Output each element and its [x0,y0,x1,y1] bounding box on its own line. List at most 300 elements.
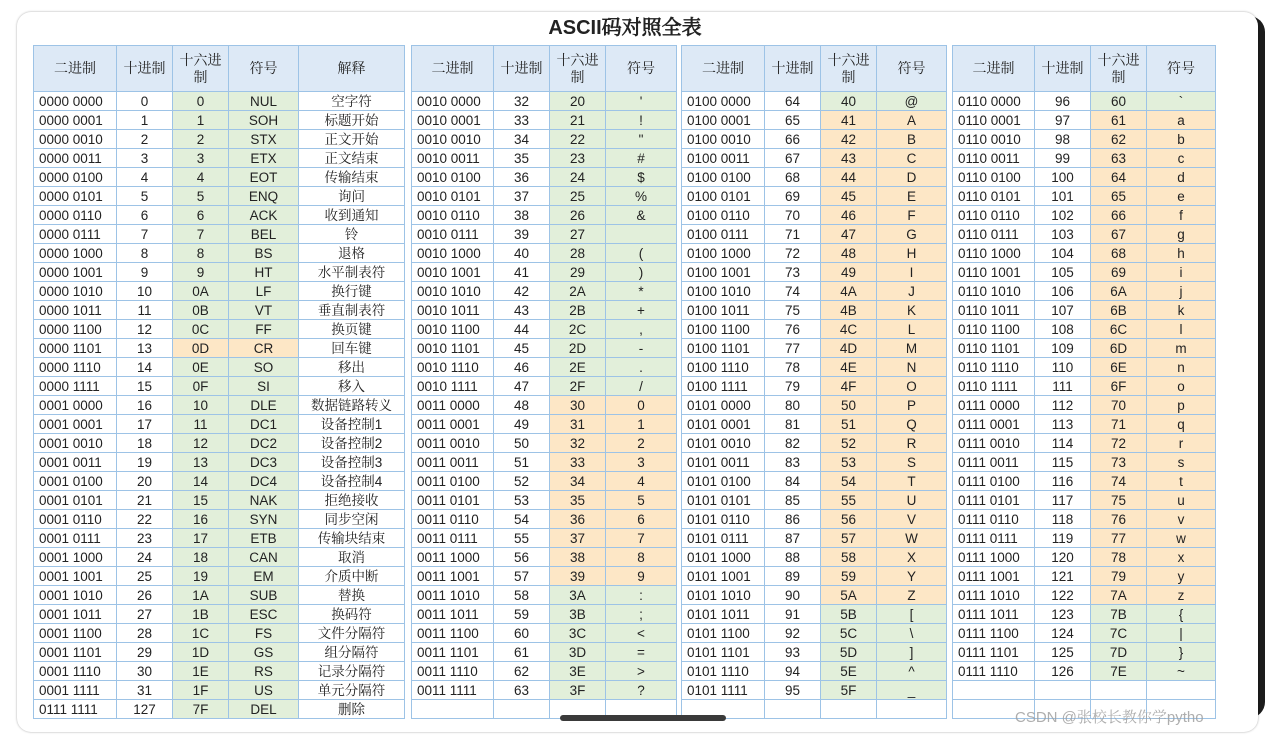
cell-hex: 67 [1091,225,1147,244]
table-row [953,282,1216,301]
cell-symbol: s [1147,453,1216,472]
cell-decimal: 68 [765,168,821,187]
cell-description: 退格 [299,244,405,263]
cell-symbol: 4 [606,472,677,491]
cell-decimal: 63 [494,681,550,700]
cell-symbol: | [1147,624,1216,643]
cell-description: 换页键 [299,320,405,339]
cell-decimal: 33 [494,111,550,130]
cell-hex: 5F [821,681,877,700]
cell-decimal: 67 [765,149,821,168]
cell-decimal: 76 [765,320,821,339]
cell-decimal: 1 [117,111,173,130]
cell-description: 回车键 [299,339,405,358]
cell-symbol: * [606,282,677,301]
cell-symbol: n [1147,358,1216,377]
cell-symbol [1147,681,1216,700]
cell-symbol: u [1147,491,1216,510]
cell-symbol: DLE [229,396,299,415]
cell-hex: 74 [1091,472,1147,491]
cell-symbol: W [877,529,947,548]
cell-symbol: : [606,586,677,605]
cell-binary: 0111 0000 [953,396,1035,415]
cell-symbol: EM [229,567,299,586]
table-row [953,396,1216,415]
cell-symbol [877,700,947,719]
cell-decimal: 83 [765,453,821,472]
cell-decimal: 123 [1035,605,1091,624]
cell-hex: 26 [550,206,606,225]
cell-binary: 0110 1011 [953,301,1035,320]
cell-decimal: 32 [494,92,550,111]
cell-binary: 0111 0110 [953,510,1035,529]
cell-symbol: RS [229,662,299,681]
horizontal-scrollbar-thumb[interactable] [560,715,726,721]
cell-symbol: NUL [229,92,299,111]
cell-hex: 7F [173,700,229,719]
cell-decimal: 45 [494,339,550,358]
cell-decimal: 91 [765,605,821,624]
column-header-decimal: 十进制 [494,46,550,92]
cell-decimal: 98 [1035,130,1091,149]
cell-hex: 1D [173,643,229,662]
cell-binary: 0100 1101 [682,339,765,358]
cell-description: 记录分隔符 [299,662,405,681]
cell-symbol [606,225,677,244]
cell-hex: 3D [550,643,606,662]
cell-hex: 2A [550,282,606,301]
table-row [34,415,405,434]
table-row [34,624,405,643]
cell-binary: 0010 1101 [412,339,494,358]
cell-symbol: x [1147,548,1216,567]
cell-hex: 7E [1091,662,1147,681]
table-row [953,187,1216,206]
table-row [953,301,1216,320]
cell-binary: 0100 1110 [682,358,765,377]
table-row [412,225,677,244]
cell-decimal: 65 [765,111,821,130]
cell-decimal: 81 [765,415,821,434]
cell-description: 换行键 [299,282,405,301]
cell-description: 数据链路转义 [299,396,405,415]
cell-description: 正文开始 [299,130,405,149]
cell-decimal: 54 [494,510,550,529]
cell-symbol: } [1147,643,1216,662]
cell-symbol: y [1147,567,1216,586]
cell-binary: 0010 0101 [412,187,494,206]
cell-decimal: 22 [117,510,173,529]
cell-symbol: DC4 [229,472,299,491]
cell-symbol: SUB [229,586,299,605]
cell-hex: 66 [1091,206,1147,225]
cell-decimal: 56 [494,548,550,567]
cell-binary: 0100 1100 [682,320,765,339]
cell-binary: 0110 1100 [953,320,1035,339]
cell-decimal: 3 [117,149,173,168]
cell-symbol: " [606,130,677,149]
cell-symbol: b [1147,130,1216,149]
table-row [682,624,947,643]
cell-symbol: ^ [877,662,947,681]
cell-decimal: 50 [494,434,550,453]
cell-binary: 0010 0001 [412,111,494,130]
cell-hex: 47 [821,225,877,244]
cell-decimal: 99 [1035,149,1091,168]
cell-hex: 78 [1091,548,1147,567]
cell-decimal: 13 [117,339,173,358]
cell-hex: 1 [173,111,229,130]
cell-binary: 0001 1010 [34,586,117,605]
header-row [953,46,1216,92]
table-row [682,320,947,339]
ascii-table-96-127 [952,45,1216,719]
cell-decimal: 119 [1035,529,1091,548]
cell-decimal: 120 [1035,548,1091,567]
table-row [34,700,405,719]
cell-symbol: . [606,358,677,377]
cell-hex: 73 [1091,453,1147,472]
table-row [34,491,405,510]
table-row [682,567,947,586]
table-row [953,510,1216,529]
cell-symbol: 0 [606,396,677,415]
cell-hex: 4 [173,168,229,187]
cell-binary: 0011 0100 [412,472,494,491]
cell-hex: 16 [173,510,229,529]
cell-description: 移入 [299,377,405,396]
cell-hex: 42 [821,130,877,149]
cell-binary: 0101 1110 [682,662,765,681]
cell-decimal: 121 [1035,567,1091,586]
cell-symbol: A [877,111,947,130]
cell-binary: 0111 0101 [953,491,1035,510]
table-row [682,548,947,567]
cell-symbol: 7 [606,529,677,548]
cell-binary: 0000 1110 [34,358,117,377]
cell-symbol: 8 [606,548,677,567]
cell-description: 删除 [299,700,405,719]
table-row [34,472,405,491]
table-body [682,92,947,719]
cell-binary: 0101 1100 [682,624,765,643]
cell-symbol: EOT [229,168,299,187]
cell-decimal: 100 [1035,168,1091,187]
cell-hex: 65 [1091,187,1147,206]
cell-binary: 0001 1101 [34,643,117,662]
cell-binary: 0110 0100 [953,168,1035,187]
column-header-symbol: 符号 [229,46,299,92]
cell-decimal: 46 [494,358,550,377]
table-row [412,149,677,168]
cell-symbol: BEL [229,225,299,244]
cell-symbol: X [877,548,947,567]
ascii-table-control-chars [33,45,405,719]
table-row [412,206,677,225]
cell-binary: 0111 1111 [34,700,117,719]
cell-binary: 0111 1010 [953,586,1035,605]
cell-symbol: US [229,681,299,700]
cell-binary: 0101 0101 [682,491,765,510]
cell-symbol: e [1147,187,1216,206]
cell-symbol: # [606,149,677,168]
cell-description: 收到通知 [299,206,405,225]
cell-symbol: HT [229,263,299,282]
cell-decimal: 115 [1035,453,1091,472]
cell-decimal: 8 [117,244,173,263]
cell-symbol: ETB [229,529,299,548]
cell-binary: 0110 1010 [953,282,1035,301]
cell-decimal: 20 [117,472,173,491]
cell-symbol: STX [229,130,299,149]
cell-hex: 10 [173,396,229,415]
page-title: ASCII码对照全表 [548,17,702,39]
cell-description: 拒绝接收 [299,491,405,510]
cell-symbol: 2 [606,434,677,453]
cell-description: 水平制表符 [299,263,405,282]
table-body [34,92,405,719]
table-row [34,529,405,548]
cell-description: 组分隔符 [299,643,405,662]
cell-symbol: J [877,282,947,301]
cell-hex: 27 [550,225,606,244]
cell-symbol: m [1147,339,1216,358]
cell-hex: 33 [550,453,606,472]
cell-description: 换码符 [299,605,405,624]
cell-hex: 21 [550,111,606,130]
cell-binary: 0100 0101 [682,187,765,206]
cell-decimal [765,700,821,719]
cell-decimal: 24 [117,548,173,567]
cell-symbol: w [1147,529,1216,548]
cell-decimal: 52 [494,472,550,491]
table-row [34,149,405,168]
cell-hex: 2E [550,358,606,377]
table-row [412,662,677,681]
cell-description: 单元分隔符 [299,681,405,700]
cell-decimal: 39 [494,225,550,244]
cell-hex: 15 [173,491,229,510]
cell-hex: 41 [821,111,877,130]
cell-hex: 3A [550,586,606,605]
table-row [682,149,947,168]
cell-decimal: 94 [765,662,821,681]
column-header-symbol: 符号 [1147,46,1216,92]
cell-symbol: l [1147,320,1216,339]
cell-hex: 3B [550,605,606,624]
cell-hex: 51 [821,415,877,434]
cell-decimal: 4 [117,168,173,187]
cell-binary: 0000 1001 [34,263,117,282]
table-row [412,681,677,700]
cell-binary: 0001 1001 [34,567,117,586]
table-row [682,415,947,434]
cell-binary: 0010 1111 [412,377,494,396]
cell-hex: 34 [550,472,606,491]
cell-hex: 72 [1091,434,1147,453]
cell-symbol: B [877,130,947,149]
cell-binary: 0011 0110 [412,510,494,529]
cell-hex: 75 [1091,491,1147,510]
cell-symbol: I [877,263,947,282]
cell-hex: 4D [821,339,877,358]
table-row [412,567,677,586]
cell-symbol: [ [877,605,947,624]
cell-symbol: SYN [229,510,299,529]
cell-decimal: 89 [765,567,821,586]
table-row [34,567,405,586]
cell-binary: 0110 0011 [953,149,1035,168]
cell-decimal: 21 [117,491,173,510]
table-row [412,624,677,643]
cell-decimal: 18 [117,434,173,453]
cell-binary: 0110 0110 [953,206,1035,225]
table-row [412,111,677,130]
cell-hex: 12 [173,434,229,453]
cell-symbol: O [877,377,947,396]
column-header-binary: 二进制 [682,46,765,92]
table-row [682,453,947,472]
cell-decimal: 71 [765,225,821,244]
cell-hex: 11 [173,415,229,434]
cell-binary: 0100 1011 [682,301,765,320]
cell-binary: 0100 0000 [682,92,765,111]
cell-decimal: 69 [765,187,821,206]
table-row [412,434,677,453]
cell-hex: 1C [173,624,229,643]
cell-symbol: h [1147,244,1216,263]
cell-symbol: SO [229,358,299,377]
cell-binary: 0111 0010 [953,434,1035,453]
table-row [412,339,677,358]
cell-binary: 0100 0110 [682,206,765,225]
cell-hex: 37 [550,529,606,548]
cell-decimal: 31 [117,681,173,700]
cell-decimal: 108 [1035,320,1091,339]
cell-hex: 0 [173,92,229,111]
table-row [412,320,677,339]
table-row [34,206,405,225]
cell-hex: 31 [550,415,606,434]
table-row [34,244,405,263]
table-row [412,396,677,415]
cell-hex: 35 [550,491,606,510]
cell-binary: 0001 1011 [34,605,117,624]
cell-symbol: K [877,301,947,320]
cell-description: 询问 [299,187,405,206]
cell-description: 取消 [299,548,405,567]
cell-decimal: 47 [494,377,550,396]
cell-decimal: 113 [1035,415,1091,434]
table-row [953,225,1216,244]
cell-hex: 50 [821,396,877,415]
cell-hex: 71 [1091,415,1147,434]
cell-decimal: 0 [117,92,173,111]
cell-symbol: DC2 [229,434,299,453]
cell-binary: 0111 1001 [953,567,1035,586]
cell-hex: 2 [173,130,229,149]
cell-binary: 0011 1101 [412,643,494,662]
cell-symbol: _ [877,681,947,700]
cell-hex: 6A [1091,282,1147,301]
cell-binary: 0101 0001 [682,415,765,434]
cell-hex: 5D [821,643,877,662]
column-header-binary: 二进制 [34,46,117,92]
table-row [682,396,947,415]
cell-decimal: 73 [765,263,821,282]
cell-hex: 57 [821,529,877,548]
cell-decimal: 75 [765,301,821,320]
cell-binary: 0001 0111 [34,529,117,548]
cell-symbol: f [1147,206,1216,225]
table-row [953,605,1216,624]
cell-symbol: C [877,149,947,168]
table-row [34,396,405,415]
table-row [34,605,405,624]
cell-decimal: 117 [1035,491,1091,510]
cell-symbol: 1 [606,415,677,434]
cell-hex: 22 [550,130,606,149]
cell-symbol: / [606,377,677,396]
ascii-table-32-63 [411,45,677,719]
cell-hex: 19 [173,567,229,586]
cell-hex: 0D [173,339,229,358]
cell-binary: 0111 0011 [953,453,1035,472]
table-row [34,681,405,700]
cell-decimal: 30 [117,662,173,681]
cell-hex: 4A [821,282,877,301]
table-row [953,358,1216,377]
cell-symbol: & [606,206,677,225]
cell-decimal: 40 [494,244,550,263]
cell-decimal: 28 [117,624,173,643]
cell-binary: 0000 1000 [34,244,117,263]
table-row [682,339,947,358]
cell-binary: 0101 1001 [682,567,765,586]
cell-hex: 60 [1091,92,1147,111]
cell-hex: 3C [550,624,606,643]
cell-symbol: 6 [606,510,677,529]
cell-hex: 28 [550,244,606,263]
cell-decimal: 97 [1035,111,1091,130]
cell-description: 替换 [299,586,405,605]
table-row [34,92,405,111]
cell-hex: 46 [821,206,877,225]
cell-hex [1091,681,1147,700]
cell-decimal: 105 [1035,263,1091,282]
cell-symbol: j [1147,282,1216,301]
cell-symbol: V [877,510,947,529]
cell-binary: 0000 1101 [34,339,117,358]
cell-symbol: SI [229,377,299,396]
cell-decimal: 29 [117,643,173,662]
table-row [34,130,405,149]
cell-binary [412,700,494,719]
column-header-decimal: 十进制 [117,46,173,92]
cell-decimal: 27 [117,605,173,624]
cell-decimal: 95 [765,681,821,700]
cell-decimal: 92 [765,624,821,643]
table-row [34,643,405,662]
cell-symbol: q [1147,415,1216,434]
cell-hex: 3 [173,149,229,168]
cell-hex: 20 [550,92,606,111]
cell-binary: 0011 1100 [412,624,494,643]
cell-hex: 55 [821,491,877,510]
cell-hex: 7C [1091,624,1147,643]
cell-binary: 0001 1110 [34,662,117,681]
cell-hex: 5 [173,187,229,206]
